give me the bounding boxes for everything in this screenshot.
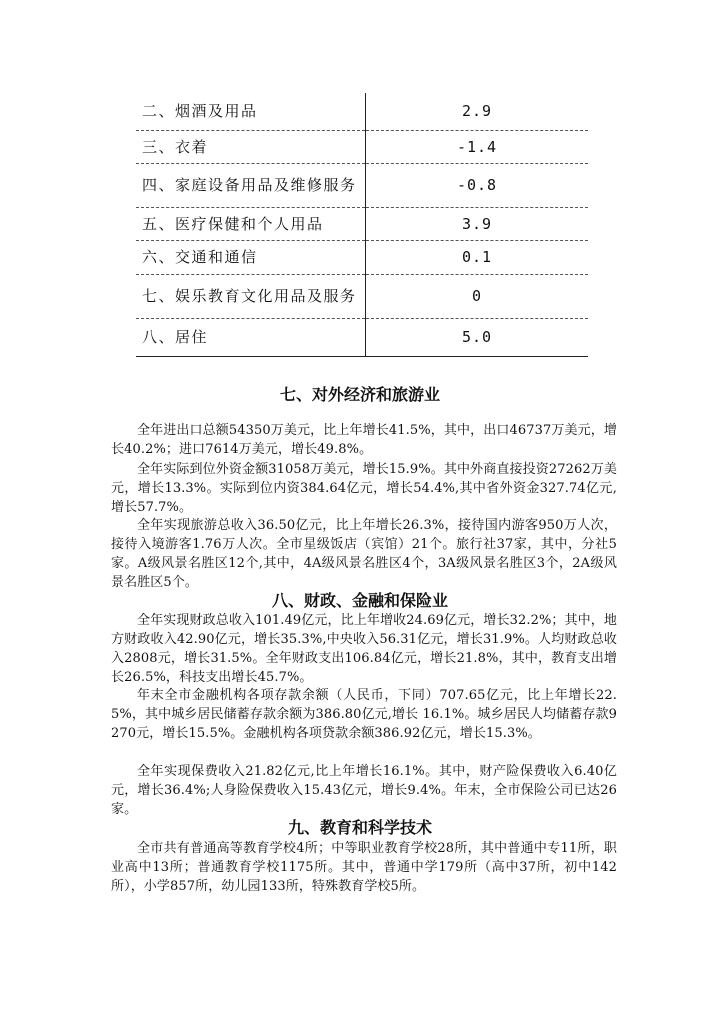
section-heading-finance: 八、财政、金融和保险业 [271,591,448,610]
table-row [136,318,588,356]
paragraph-investment: 全年实际到位外资金额31058万美元，增长15.9%。其中外商直接投资27262万美元，增长13.3%。实际到位内资384.64亿元，增长54.4%,其中省外资金327.74亿元,增长57.7%。 [111,462,617,515]
category-cell: 七、娱乐教育文化用品及服务 [136,274,366,318]
table-row [136,274,588,318]
category-cell: 八、居住 [136,318,366,356]
table-row [136,207,588,240]
category-cell: 二、烟酒及用品 [136,93,366,130]
value-cell: 3.9 [366,207,589,240]
category-cell: 四、家庭设备用品及维修服务 [136,163,366,207]
table-row [136,93,588,130]
paragraph-trade: 全年进出口总额54350万美元，比上年增长41.5%，其中，出口46737万美元，增长40.2%；进口7614万美元，增长49.8%。 [111,423,617,457]
value-cell: -0.8 [366,163,589,207]
paragraph-tourism: 全年实现旅游总收入36.50亿元，比上年增长26.3%，接待国内游客950万人次，接待入境游客1.76万人次。全市星级饭店（宾馆）21个。旅行社37家，其中，分社5家。A级风景名胜区12个,其中，4A级风景名胜区4个，3A级风景名胜区3个，2A级风景名胜区5个。 [111,518,617,590]
value-cell: -1.4 [366,130,589,163]
value-cell: 2.9 [366,93,589,130]
paragraph-schools: 全市共有普通高等教育学校4所；中等职业教育学校28所，其中普通中专11所，职业高中13所；普通教育学校1175所。其中，普通中学179所（高中37所，初中142所），小学857所，幼儿园133所，特殊教育学校5所。 [111,841,617,894]
category-cell: 六、交通和通信 [136,240,366,274]
category-cell: 五、医疗保健和个人用品 [136,207,366,240]
category-cell: 三、衣着 [136,130,366,163]
section-heading-foreign-economy: 七、对外经济和旅游业 [279,385,440,404]
table-row [136,163,588,207]
paragraph-deposits: 年末全市金融机构各项存款余额（人民币，下同）707.65亿元，比上年增长22.5%，其中城乡居民储蓄存款余额为386.80亿元,增长 16.1%。城乡居民人均储蓄存款9270元，增长15.5%。金融机构各项贷款余额386.92亿元，增长15.3%。 [111,688,617,741]
value-cell: 5.0 [366,318,589,356]
table-row [136,240,588,274]
section-heading-education: 九、教育和科学技术 [287,818,432,837]
value-cell: 0.1 [366,240,589,274]
value-cell: 0 [366,274,589,318]
paragraph-insurance: 全年实现保费收入21.82亿元,比上年增长16.1%。其中，财产险保费收入6.40亿元，增长36.4%;人身险保费收入15.43亿元，增长9.4%。年末，全市保险公司已达26家。 [111,764,617,817]
table-row [136,130,588,163]
cpi-category-table [136,93,588,357]
paragraph-fiscal: 全年实现财政总收入101.49亿元，比上年增收24.69亿元，增长32.2%；其中，地方财政收入42.90亿元，增长35.3%,中央收入56.31亿元，增长31.9%。人均财政总收入2808元，增长31.5%。全年财政支出106.84亿元，增长21.8%，其中，教育支出增长26.5%，科技支出增长45.7%。 [111,613,617,685]
